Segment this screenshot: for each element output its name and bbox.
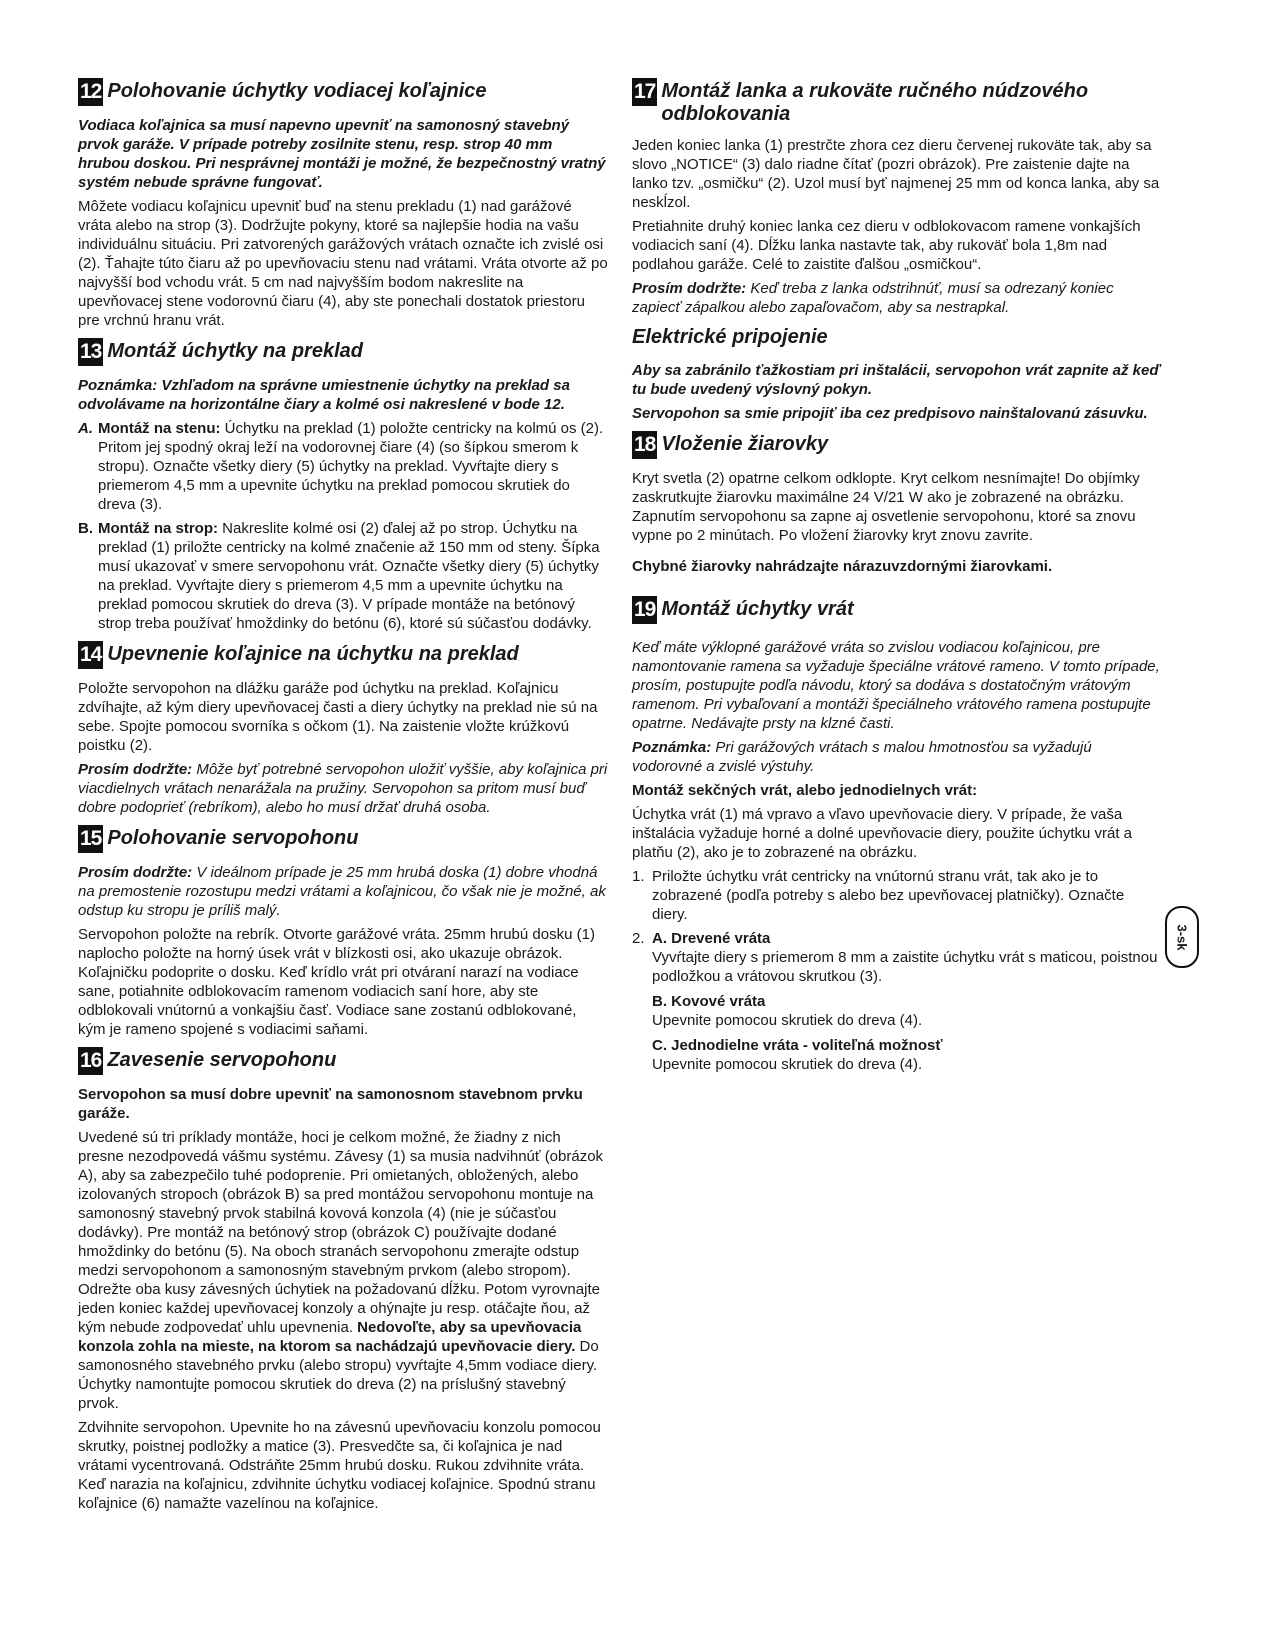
body-text: Úchytka vrát (1) má vpravo a vľavo upevňovacie diery. V prípade, že vaša inštalácia vyžaduje horné a dolné upevňovacie diery, použite úchytku vrát a platňu (2), ako je to zobrazené na obrázku. [632, 806, 1133, 861]
section-title: Montáž úchytky vrát [661, 598, 854, 620]
item-label: B. [78, 520, 93, 537]
body-text: Uvedené sú tri príklady montáže, hoci je celkom možné, že žiadny z nich presne nezodpovedá vášmu systému. Závesy (1) sa musia nadvihnúť (obrázok A), aby sa zabezpečilo tuhé podoprenie. Pri omietaných, obložených, alebo izolovaných stropoch (obrázok B) sa pred montážou servopohonu montuje na samonosný stavebný prvok stabilná kovová konzola (4) (nie je súčasťou dodávky). Pre montáž na betónový strop (obrázok C) používajte dodané hmoždinky do betónu (5). Na oboch stranách servopohonu zmerajte odstup medzi servopohonom a samonosným stavebným prvkom (alebo stropom). Odrežte oba kusy závesných úchytiek na požadovanú dĺžku. Potom vyrovnajte jeden koniec každej upevňovacej konzoly a ohýnajte ju resp. otáčajte ňou, až kým nebude zodpovedať uhlu upevnenia. Nedovoľte, aby sa upevňovacia konzola zohla na mieste, na ktorom sa nachádzajú upevňovacie diery. Do samonosného stavebného prvku (alebo stropu) vyvŕtajte 4,5mm vodiace diery. Úchytky namontujte pomocou skrutiek do dreva (2) na príslušný stavebný prvok. [78, 1129, 604, 1412]
body-text: Servopohon položte na rebrík. Otvorte garážové vráta. 25mm hrubú dosku (1) naplocho položte na horný úsek vrát v blízkosti osi, ako ukazuje obrázok. Koľajničku podoprite o dosku. Keď krídlo vrát pri otváraní narazí na vodiace sane, potiahnite odblokovacím ramenom vodiacich saní hore, aby ste odblokovali vnútornú a vonkajšiu časť. Vodiace sane zostanú odblokované, kým je rameno spojené s vodiacimi saňami. [78, 926, 595, 1038]
section-19-heading [632, 596, 1162, 624]
note-text: Prosím dodržte: V ideálnom prípade je 25 mm hrubá doska (1) dobre vhodná na premostenie rozostupu medzi vrátami a koľajnicou, čo však nie je možné, ak odstup ku stropu je príliš malý. [78, 864, 606, 919]
body-text: Zdvihnite servopohon. Upevnite ho na závesnú upevňovaciu konzolu pomocou skrutky, poistnej podložky a matice (3). Presvedčte sa, či koľajnica je nad vrátami vycentrovaná. Odstráňte 25mm hrubú dosku. Rukou zdvihnite vráta. Keď narazia na koľajnicu, zdvihnite úchytku vodiacej koľajnice. Spodnú stranu koľajnice (6) namažte vazelínou na koľajnice. [78, 1419, 601, 1512]
section-12 [78, 78, 608, 330]
section-number: 14 [78, 641, 103, 669]
language-page-badge [1165, 906, 1199, 968]
section-18 [632, 431, 1162, 576]
warning-text: Servopohon sa smie pripojiť iba cez predpisovo nainštalovanú zásuvku. [632, 405, 1148, 422]
bold-text: Chybné žiarovky nahrádzajte nárazuvzdornými žiarovkami. [632, 558, 1053, 575]
body-text: Môžete vodiacu koľajnicu upevniť buď na stenu prekladu (1) nad garážové vráta alebo na strop (3). Dodržujte pokyny, ktoré sa najlepšie hodia na vašu individuálnu situáciu. Pri zatvorených garážových vrátach označte ich zvislé osi (2). Ťahajte túto čiaru až po upevňovaciu stenu nad vrátami. Vráta otvorte až po najvyšší bod vchodu vrát. 5 cm nad najvyšším bodom nakreslite na upevňovacej stene vodorovnú čiaru (4), aby ste ponechali dostatok priestoru pre vrchnú hranu vrát. [78, 198, 608, 329]
list-item: 2. A. Drevené vráta [632, 930, 771, 947]
section-16-heading [78, 1047, 608, 1075]
body-text: Pretiahnite druhý koniec lanka cez dieru v odblokovacom ramene vonkajších vodiacich saní (4). Dĺžku lanka nastavte tak, aby rukoväť bola 1,8m nad podlahou garáže. Celé to zaistite ďalšou „osmičkou“. [632, 218, 1141, 273]
section-number: 13 [78, 338, 103, 366]
section-title: Polohovanie servopohonu [107, 827, 359, 849]
warning-text: Servopohon sa musí dobre upevniť na samonosnom stavebnom prvku garáže. [78, 1086, 583, 1122]
item-text: Nakreslite kolmé osi (2) ďalej až po strop. Úchytku na preklad (1) priložte centricky na kolmé značenie až 150 mm od steny. Šípka musí ukazovať v smere servopohonu vrát. Označte všetky diery (5) úchytky na preklad. Vyvŕtajte diery s priemerom 4,5 mm a upevnite úchytku na preklad pomocou skrutiek do dreva (3). V prípade montáže na betónový strop treba používať hmoždinky do betónu (6), ktoré sú súčasťou dodávky. [98, 520, 600, 632]
section-14 [78, 641, 608, 817]
sub-item-text: Upevnite pomocou skrutiek do dreva (4). [652, 1056, 923, 1073]
body-text: Jeden koniec lanka (1) prestrčte zhora cez dieru červenej rukoväte tak, aby sa slovo „NOTICE“ (3) dalo riadne čítať (pozri obrázok). Pre zaistenie dajte na lanko tzv. „osmičku“ (2). Uzol musí byť najmenej 25 mm od konca lanka, aby sa neskĺzol. [632, 137, 1160, 211]
note-text: Prosím dodržte: Keď treba z lanka odstrihnúť, musí sa odrezaný koniec zapiecť zápalkou alebo zapaľovačom, aby sa nestrapkal. [632, 280, 1114, 316]
section-18-heading [632, 431, 1162, 459]
sub-item-text: Vyvŕtajte diery s priemerom 8 mm a zaistite úchytku vrát s maticou, poistnou podložkou a vrátovou skrutkou (3). [652, 949, 1158, 985]
note-text: Poznámka: Vzhľadom na správne umiestnenie úchytky na preklad sa odvolávame na horizontálne čiary a kolmé osi nakreslené v bode 12. [78, 377, 570, 413]
section-17-heading [632, 78, 1162, 126]
section-title: Montáž lanka a rukoväte ručného núdzového odblokovania [661, 80, 1089, 125]
section-13 [78, 338, 608, 633]
section-13-heading [78, 338, 608, 366]
note-text: Prosím dodržte: Môže byť potrebné servopohon uložiť vyššie, aby koľajnica pri viacdielnych vrátach nenarážala na pružiny. Servopohon sa pritom musí buď dobre podoprieť (rebríkom), alebo ho musí držať druhá osoba. [78, 761, 608, 816]
sub-item-text: Upevnite pomocou skrutiek do dreva (4). [652, 1012, 923, 1029]
intro-text: Keď máte výklopné garážové vráta so zvislou vodiacou koľajnicou, pre namontovanie ramena sa vyžaduje špeciálne vrátové rameno. V tomto prípade, prosím, postupujte podľa návodu, ktorý sa dodáva s dostatočným vrátovým ramenom. Pri vybaľovaní a montáži špeciálneho vrátového ramena postupujte opatrne. Nedávajte prsty na klzné časti. [632, 639, 1160, 732]
body-text: Položte servopohon na dlážku garáže pod úchytku na preklad. Koľajnicu zdvíhajte, až kým diery upevňovacej časti a diery úchytky na preklad nie sú na sebe. Spojte pomocou svorníka s očkom (1). Na zaistenie vložte krúžkovú poistku (2). [78, 680, 598, 754]
item-heading: Montáž na stenu: [98, 420, 221, 437]
section-title: Vloženie žiarovky [661, 433, 829, 455]
section-title: Elektrické pripojenie [632, 326, 828, 348]
section-title: Montáž úchytky na preklad [107, 340, 363, 362]
section-15-heading [78, 825, 608, 853]
section-14-heading [78, 641, 608, 669]
section-number: 19 [632, 596, 657, 624]
note-text: Poznámka: Pri garážových vrátach s malou hmotnosťou sa vyžadujú vodorovné a zvislé výstuhy. [632, 739, 1092, 775]
section-electrical [632, 325, 1162, 423]
section-number: 16 [78, 1047, 103, 1075]
sub-item-heading: C. Jednodielne vráta - voliteľná možnosť [652, 1037, 943, 1054]
section-17 [632, 78, 1162, 317]
warning-text: Vodiaca koľajnica sa musí napevno upevniť na samonosný stavebný prvok garáže. V prípade potreby zosilnite stenu, resp. strop 40 mm hrubou doskou. Pri nesprávnej montáži je možné, že bezpečnostný vratný systém nebude správne fungovať. [78, 117, 606, 191]
warning-text: Aby sa zabránilo ťažkostiam pri inštalácii, servopohon vrát zapnite až keď tu bude uvedený výslovný pokyn. [632, 362, 1161, 398]
section-title: Polohovanie úchytky vodiacej koľajnice [107, 80, 487, 102]
section-15 [78, 825, 608, 1039]
left-column [78, 78, 608, 1521]
sub-item-heading: B. Kovové vráta [652, 993, 766, 1010]
section-title: Upevnenie koľajnice na úchytku na preklad [107, 643, 519, 665]
item-label: A. [78, 420, 93, 437]
section-number: 15 [78, 825, 103, 853]
item-text: Úchytku na preklad (1) položte centricky na kolmú os (2). Pritom jej spodný okraj leží na vodorovnej čiare (4) (so šípkou smerom k stropu). Označte všetky diery (5) úchytky na preklad. Vyvŕtajte diery s priemerom 4,5 mm a upevnite úchytku na preklad pomocou skrutiek do dreva (3). [98, 420, 604, 513]
section-number: 18 [632, 431, 657, 459]
list-item: 1. Priložte úchytku vrát centricky na vnútornú stranu vrát, tak ako je to zobrazené (podľa potreby s alebo bez upevňovacej platničky). Označte diery. [632, 868, 1125, 923]
section-19 [632, 596, 1162, 1074]
subheading: Montáž sekčných vrát, alebo jednodielnych vrát: [632, 782, 978, 799]
section-number: 17 [632, 78, 657, 106]
body-text: Kryt svetla (2) opatrne celkom odklopte. Kryt celkom nesnímajte! Do objímky zaskrutkujte žiarovku maximálne 24 V/21 W ako je zobrazené na obrázku. Zapnutím servopohonu sa zapne aj osvetlenie servopohonu, ktoré sa znovu vypne po 2 minútach. Po vložení žiarovky kryt znovu zavrite. [632, 470, 1140, 544]
section-title: Zavesenie servopohonu [107, 1049, 337, 1071]
section-16 [78, 1047, 608, 1513]
section-12-heading [78, 78, 608, 106]
right-column [632, 78, 1162, 1082]
list-item [78, 419, 608, 514]
section-number: 12 [78, 78, 103, 106]
list-item [78, 519, 608, 633]
item-heading: Montáž na strop: [98, 520, 218, 537]
badge-label: 3-sk [1174, 923, 1190, 951]
